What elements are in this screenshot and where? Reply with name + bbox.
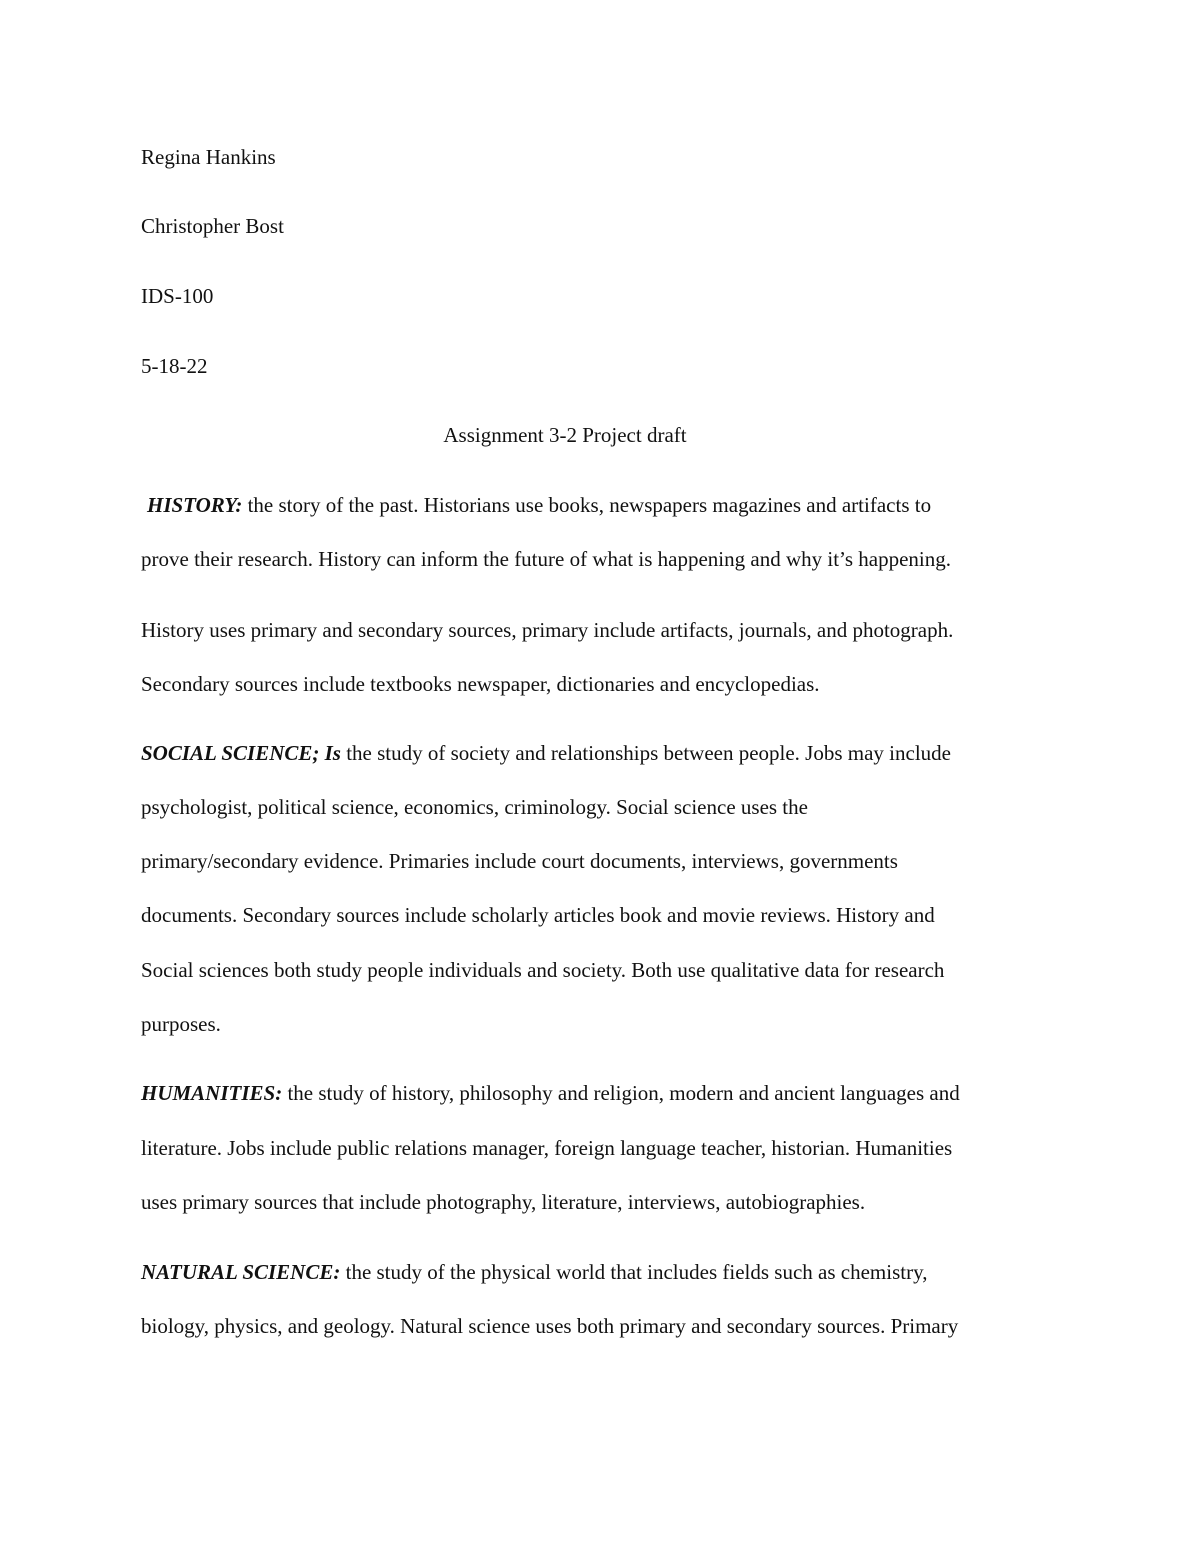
humanities-paragraph-line-2: literature. Jobs include public relations manager, foreign language teacher, historian. Humanities xyxy=(141,1136,953,1160)
humanities-paragraph-line-1 xyxy=(141,1080,960,1106)
social-science-line-1-text: the study of society and relationships between people. Jobs may include xyxy=(340,741,951,765)
social-science-paragraph-line-4: documents. Secondary sources include scholarly articles book and movie reviews. History and xyxy=(141,903,935,927)
document-title: Assignment 3-2 Project draft xyxy=(443,423,687,447)
social-science-paragraph-line-5: Social sciences both study people individuals and society. Both use qualitative data for research xyxy=(141,958,945,982)
instructor-name: Christopher Bost xyxy=(141,214,284,238)
history-paragraph-line-4: Secondary sources include textbooks newspaper, dictionaries and encyclopedias. xyxy=(141,672,820,696)
history-heading: HISTORY: xyxy=(147,493,243,517)
assignment-date: 5-18-22 xyxy=(141,354,208,378)
humanities-line-1-text: the study of history, philosophy and religion, modern and ancient languages and xyxy=(282,1081,960,1105)
natural-science-paragraph-line-1 xyxy=(141,1259,927,1285)
natural-science-paragraph-line-2: biology, physics, and geology. Natural science uses both primary and secondary sources. Primary xyxy=(141,1314,959,1338)
natural-science-line-1-text: the study of the physical world that includes fields such as chemistry, xyxy=(340,1260,928,1284)
history-line-1-text: the story of the past. Historians use books, newspapers magazines and artifacts to xyxy=(242,493,932,517)
social-science-paragraph-line-6: purposes. xyxy=(141,1012,221,1036)
history-paragraph-line-1 xyxy=(147,492,931,518)
humanities-heading: HUMANITIES: xyxy=(141,1081,283,1105)
social-science-paragraph-line-2: psychologist, political science, economics, criminology. Social science uses the xyxy=(141,795,808,819)
history-paragraph-line-3: History uses primary and secondary sources, primary include artifacts, journals, and photograph. xyxy=(141,618,954,642)
social-science-paragraph-line-3: primary/secondary evidence. Primaries include court documents, interviews, governments xyxy=(141,849,898,873)
social-science-heading: SOCIAL SCIENCE; Is xyxy=(141,741,341,765)
social-science-paragraph-line-1 xyxy=(141,740,951,766)
course-code: IDS-100 xyxy=(141,284,214,308)
humanities-paragraph-line-3: uses primary sources that include photography, literature, interviews, autobiographies. xyxy=(141,1190,866,1214)
student-name: Regina Hankins xyxy=(141,145,276,169)
natural-science-heading: NATURAL SCIENCE: xyxy=(141,1260,341,1284)
history-paragraph-line-2: prove their research. History can inform the future of what is happening and why it’s happening. xyxy=(141,547,952,571)
